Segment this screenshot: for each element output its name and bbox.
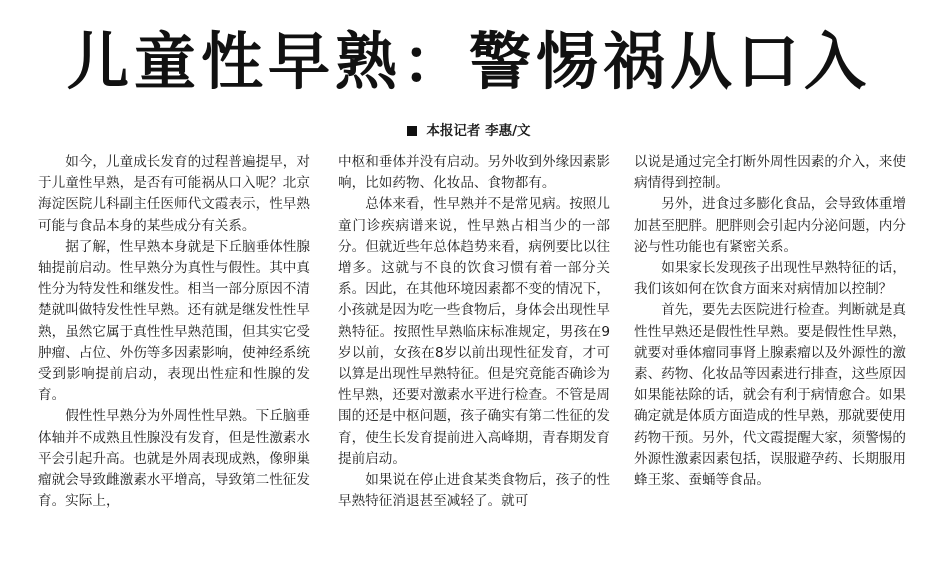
headline: 儿童性早熟：警惕祸从口入 <box>66 25 871 98</box>
paragraph: 如果说在停止进食某类食物后，孩子的性早熟特征消退甚至减轻了。就可 <box>338 472 610 510</box>
paragraph: 首先，要先去医院进行检查。判断就是真性性早熟还是假性性早熟。要是假性性早熟，就要对垂体瘤同事肾上腺素瘤以及外源性的激素、药物、化妆品等因素进行排查，这些原因如果能祛除的话，就会有利于病情愈合。如果确定就是体质方面造成的性早熟，那就要使用药物干预。另外，代文霞提醒大家，须警惕的外源性激素因素包括，误服避孕药、长期服用蜂王浆、蚕蛹等食品。 <box>634 302 906 489</box>
paragraph: 如果家长发现孩子出现性早熟特征的话，我们该如何在饮食方面来对病情加以控制？ <box>634 260 906 298</box>
paragraph: 另外，进食过多膨化食品，会导致体重增加甚至肥胖。肥胖则会引起内分泌问题，内分泌与性功能也有紧密关系。 <box>634 196 906 255</box>
paragraph: 中枢和垂体并没有启动。另外收到外缘因素影响，比如药物、化妆品、食物都有。 <box>338 154 610 192</box>
column-2 <box>338 152 610 554</box>
paragraph: 据了解，性早熟本身就是下丘脑垂体性腺轴提前启动。性早熟分为真性与假性。其中真性分为特发性和继发性。相当一部分原因不清楚就叫做特发性性早熟。还有就是继发性性早熟，虽然它属于真性性早熟范围，但其实它受肿瘤、占位、外伤等多因素影响，使神经系统受到影响提前启动，表现出性症和性腺的发育。 <box>38 238 310 404</box>
column-1 <box>38 152 310 554</box>
byline-text: 本报记者 李惠/文 <box>426 123 531 139</box>
paragraph: 如今，儿童成长发育的过程普遍提早，对于儿童性早熟，是否有可能祸从口入呢？北京海淀医院儿科副主任医师代文霞表示，性早熟可能与食品本身的某些成分有关系。 <box>38 154 310 234</box>
byline <box>0 122 938 140</box>
byline-square-marker <box>407 126 417 136</box>
paragraph: 总体来看，性早熟并不是常见病。按照儿童门诊疾病谱来说，性早熟占相当少的一部分。但就近些年总体趋势来看，病例要比以往增多。这就与不良的饮食习惯有着一部分关系。因此，在其他环境因素都不变的情况下，小孩就是因为吃一些食物后，身体会出现性早熟特征。按照性早熟临床标准规定，男孩在9岁以前，女孩在8岁以前出现性征发育，才可以算是出现性早熟特征。但是究竟能否确诊为性早熟，还要对激素水平进行检查。不管是周围的还是中枢问题，孩子确实有第二性征的发育，使生长发育提前进入高峰期，青春期发育提前启动。 <box>338 196 610 467</box>
paragraph: 假性性早熟分为外周性性早熟。下丘脑垂体轴并不成熟且性腺没有发育，但是性激素水平会引起升高。也就是外周表现成熟，像卵巢瘤就会导致雌激素水平增高，导致第二性征发育。实际上， <box>38 408 310 510</box>
column-3 <box>634 152 906 554</box>
paragraph: 以说是通过完全打断外周性因素的介入，来使病情得到控制。 <box>634 154 906 192</box>
